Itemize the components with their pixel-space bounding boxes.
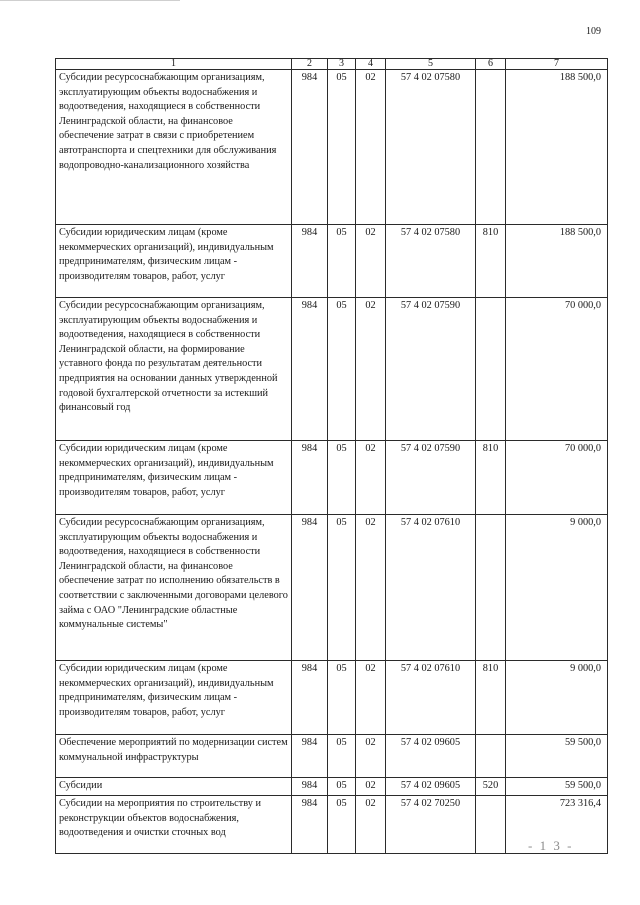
page-number: 109 — [586, 26, 601, 37]
row-subsection-code: 02 — [356, 225, 386, 298]
row-target-code: 57 4 02 70250 — [386, 796, 476, 854]
row-expense-type: 810 — [476, 225, 506, 298]
table-header-row — [56, 59, 608, 70]
row-target-code: 57 4 02 07590 — [386, 298, 476, 441]
row-name: Субсидии ресурсоснабжающим организациям, эксплуатирующим объекты водоснабжения и водоотведения, находящиеся в собственности Ленинградской области, на финансовое обеспечение затрат в связи с приобретением автотранспорта и спецтехники для обслуживания водопроводно-канализационного хозяйства — [56, 70, 292, 225]
table-row — [56, 441, 608, 515]
row-section-code: 05 — [328, 70, 356, 225]
row-amount: 723 316,4 — [506, 796, 608, 854]
row-subsection-code: 02 — [356, 298, 386, 441]
table-row — [56, 70, 608, 225]
row-expense-type — [476, 70, 506, 225]
row-name: Обеспечение мероприятий по модернизации систем коммунальной инфраструктуры — [56, 735, 292, 778]
row-ministry-code: 984 — [292, 735, 328, 778]
row-subsection-code: 02 — [356, 70, 386, 225]
row-target-code: 57 4 02 07610 — [386, 515, 476, 661]
row-expense-type — [476, 515, 506, 661]
header-col-3: 3 — [328, 59, 356, 70]
row-target-code: 57 4 02 07610 — [386, 661, 476, 735]
row-amount: 188 500,0 — [506, 225, 608, 298]
row-ministry-code: 984 — [292, 70, 328, 225]
row-expense-type: 520 — [476, 778, 506, 796]
table-row — [56, 225, 608, 298]
row-subsection-code: 02 — [356, 515, 386, 661]
row-section-code: 05 — [328, 225, 356, 298]
row-name: Субсидии на мероприятия по строительству и реконструкции объектов водоснабжения, водоотведения и очистки сточных вод — [56, 796, 292, 854]
row-section-code: 05 — [328, 298, 356, 441]
row-expense-type: 810 — [476, 661, 506, 735]
row-expense-type — [476, 298, 506, 441]
row-ministry-code: 984 — [292, 661, 328, 735]
row-section-code: 05 — [328, 796, 356, 854]
row-subsection-code: 02 — [356, 735, 386, 778]
table-row — [56, 796, 608, 854]
row-amount: 9 000,0 — [506, 515, 608, 661]
row-amount: 59 500,0 — [506, 735, 608, 778]
row-amount: 9 000,0 — [506, 661, 608, 735]
table-row — [56, 735, 608, 778]
row-name: Субсидии — [56, 778, 292, 796]
table-row — [56, 661, 608, 735]
row-amount: 59 500,0 — [506, 778, 608, 796]
row-expense-type: 810 — [476, 441, 506, 515]
header-col-6: 6 — [476, 59, 506, 70]
row-name: Субсидии юридическим лицам (кроме некоммерческих организаций), индивидуальным предпринимателям, физическим лицам - производителям товаров, работ, услуг — [56, 441, 292, 515]
row-ministry-code: 984 — [292, 298, 328, 441]
row-ministry-code: 984 — [292, 225, 328, 298]
row-ministry-code: 984 — [292, 515, 328, 661]
row-target-code: 57 4 02 07590 — [386, 441, 476, 515]
table-row — [56, 298, 608, 441]
row-section-code: 05 — [328, 735, 356, 778]
row-subsection-code: 02 — [356, 796, 386, 854]
row-ministry-code: 984 — [292, 796, 328, 854]
row-name: Субсидии юридическим лицам (кроме некоммерческих организаций), индивидуальным предпринимателям, физическим лицам - производителям товаров, работ, услуг — [56, 225, 292, 298]
row-name: Субсидии ресурсоснабжающим организациям, эксплуатирующим объекты водоснабжения и водоотведения, находящиеся в собственности Ленинградской области, на формирование уставного фонда по результатам деятельности предприятия на основании данных утвержденной годовой бухгалтерской отчетности за истекший финансовый год — [56, 298, 292, 441]
row-section-code: 05 — [328, 515, 356, 661]
row-amount: 188 500,0 — [506, 70, 608, 225]
row-amount: 70 000,0 — [506, 441, 608, 515]
row-section-code: 05 — [328, 778, 356, 796]
row-expense-type — [476, 796, 506, 854]
row-name: Субсидии ресурсоснабжающим организациям, эксплуатирующим объекты водоснабжения и водоотведения, находящиеся в собственности Ленинградской области, на финансовое обеспечение затрат по исполнению обязательств в соответствии с заключенными договорами целевого займа с ОАО "Ленинградские областные коммунальные системы" — [56, 515, 292, 661]
row-amount: 70 000,0 — [506, 298, 608, 441]
header-col-4: 4 — [356, 59, 386, 70]
footer-stamp-mark: - 1 3 - — [528, 838, 574, 853]
budget-table — [55, 58, 608, 854]
row-target-code: 57 4 02 07580 — [386, 225, 476, 298]
row-target-code: 57 4 02 09605 — [386, 778, 476, 796]
row-name: Субсидии юридическим лицам (кроме некоммерческих организаций), индивидуальным предпринимателям, физическим лицам - производителям товаров, работ, услуг — [56, 661, 292, 735]
row-expense-type — [476, 735, 506, 778]
row-target-code: 57 4 02 09605 — [386, 735, 476, 778]
header-col-5: 5 — [386, 59, 476, 70]
header-col-2: 2 — [292, 59, 328, 70]
header-col-7: 7 — [506, 59, 608, 70]
row-target-code: 57 4 02 07580 — [386, 70, 476, 225]
top-edge-line — [0, 0, 180, 1]
row-subsection-code: 02 — [356, 778, 386, 796]
table-row — [56, 515, 608, 661]
table-row — [56, 778, 608, 796]
row-subsection-code: 02 — [356, 661, 386, 735]
row-subsection-code: 02 — [356, 441, 386, 515]
header-col-1: 1 — [56, 59, 292, 70]
row-ministry-code: 984 — [292, 441, 328, 515]
row-section-code: 05 — [328, 661, 356, 735]
row-section-code: 05 — [328, 441, 356, 515]
row-ministry-code: 984 — [292, 778, 328, 796]
